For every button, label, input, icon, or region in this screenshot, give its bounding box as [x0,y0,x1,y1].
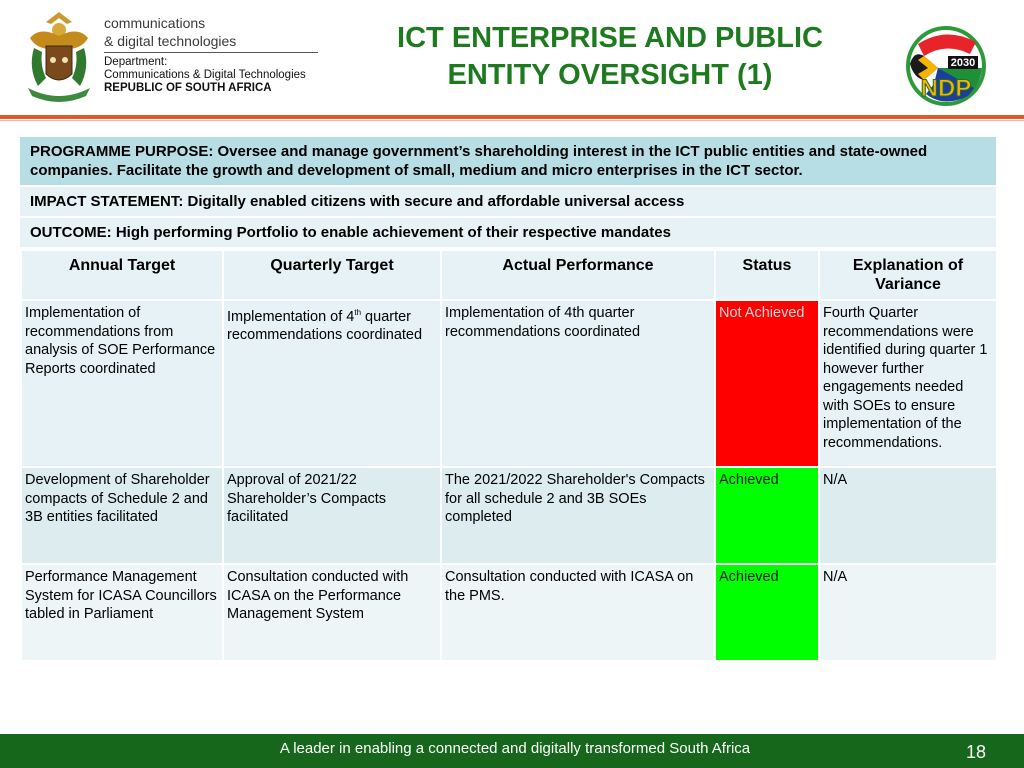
table-row [21,300,997,467]
status-badge: Achieved [715,467,819,564]
ndp-year-label: 2030 [950,57,976,69]
coat-of-arms-icon [20,8,98,104]
footer-tagline: A leader in enabling a connected and digitally transformed South Africa [279,740,751,757]
programme-purpose-band: PROGRAMME PURPOSE: Oversee and manage government’s shareholding interest in the ICT public entities and state-owned companies. Facilitate the growth and development of small, medium and micro enterprises in the ICT sector. [20,137,996,185]
table-header-row [21,250,997,300]
dept-full-name: Communications & Digital Technologies [104,69,306,81]
ndp-2030-logo-icon [904,24,988,108]
performance-table [20,249,998,662]
col-header-quarterly-target: Quarterly Target [223,250,441,300]
variance-explanation-cell: Fourth Quarter recommendations were identified during quarter 1 however further engagements needed with SOEs to ensure implementation of the recommendations. [819,300,997,467]
annual-target-cell: Implementation of recommendations from analysis of SOE Performance Reports coordinated [21,300,223,467]
quarterly-target-cell: Approval of 2021/22 Shareholder’s Compacts facilitated [223,467,441,564]
slide-footer [0,734,1024,768]
table-row [21,467,997,564]
dept-name-line2: & digital technologies [104,32,318,53]
col-header-explanation: Explanation of Variance [819,250,997,300]
col-header-status: Status [715,250,819,300]
ordinal-suffix: th [354,308,362,317]
header-divider [0,115,1024,119]
variance-explanation-cell: N/A [819,564,997,661]
page-number: 18 [965,742,986,762]
col-header-annual-target: Annual Target [21,250,223,300]
ndp-text-label: NDP [920,75,972,102]
actual-performance-cell: The 2021/2022 Shareholder's Compacts for all schedule 2 and 3B SOEs completed [441,467,715,564]
title-line-2: ENTITY OVERSIGHT (1) [447,59,773,91]
quarterly-target-cell: Consultation conducted with ICASA on the Performance Management System [223,564,441,661]
status-badge: Achieved [715,564,819,661]
dept-name-line1: communications [104,15,206,31]
header-divider-thin [0,120,1024,121]
annual-target-cell: Development of Shareholder compacts of Schedule 2 and 3B entities facilitated [21,467,223,564]
actual-performance-cell: Consultation conducted with ICASA on the PMS. [441,564,715,661]
dept-label: Department: [104,56,168,68]
outcome-band: OUTCOME: High performing Portfolio to enable achievement of their respective mandates [20,218,996,247]
variance-explanation-cell: N/A [819,467,997,564]
quarterly-target-text-cont: quarter recommendations coordinated [227,308,423,344]
title-line-1: ICT ENTERPRISE AND PUBLIC [397,22,823,54]
annual-target-cell: Performance Management System for ICASA Councillors tabled in Parliament [21,564,223,661]
quarterly-target-text: Implementation of 4 [227,308,355,325]
department-block [104,14,318,95]
country-name: REPUBLIC OF SOUTH AFRICA [104,82,272,94]
impact-statement-band: IMPACT STATEMENT: Digitally enabled citizens with secure and affordable universal access [20,187,996,216]
actual-performance-cell: Implementation of 4th quarter recommendations coordinated [441,300,715,467]
col-header-actual-performance: Actual Performance [441,250,715,300]
slide-title [340,20,880,94]
performance-table-region [20,137,996,662]
quarterly-target-cell [223,300,441,467]
slide-header [0,0,1024,118]
status-badge: Not Achieved [715,300,819,467]
table-row [21,564,997,661]
